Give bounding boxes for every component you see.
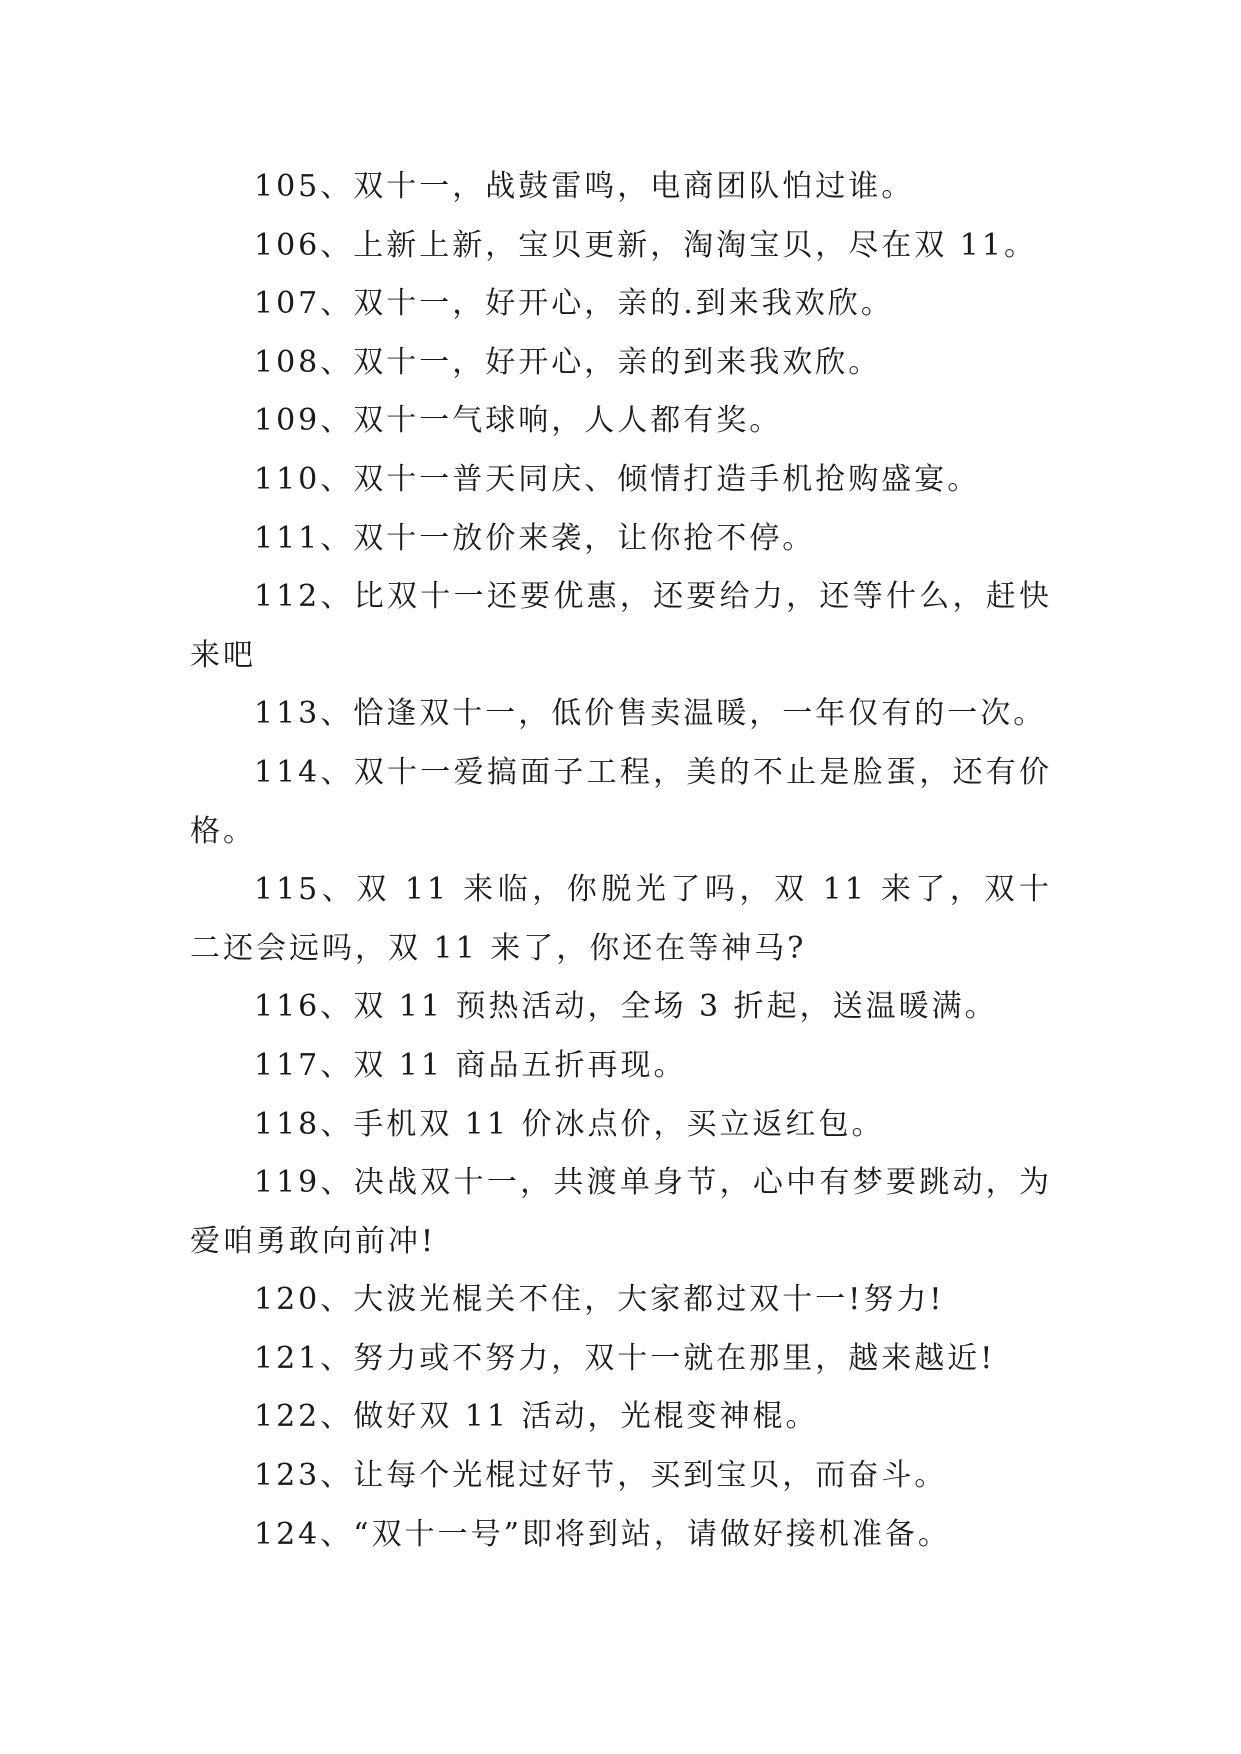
paragraph-108: 108、双十一，好开心，亲的到来我欢欣。 xyxy=(254,344,882,380)
paragraph-112: 112、比双十一还要优惠，还要给力，还等什么，赶快来吧 xyxy=(190,579,1052,673)
paragraph-114: 114、双十一爱搞面子工程，美的不止是脸蛋，还有价格。 xyxy=(190,754,1052,849)
paragraph-107: 107、双十一，好开心，亲的.到来我欢欣。 xyxy=(254,286,894,322)
paragraph-106: 106、上新上新，宝贝更新，淘淘宝贝，尽在双 11。 xyxy=(254,227,1037,263)
paragraph-110: 110、双十一普天同庆、倾情打造手机抢购盛宴。 xyxy=(254,461,981,497)
paragraph-123: 123、让每个光棍过好节，买到宝贝，而奋斗。 xyxy=(254,1458,948,1494)
paragraph-121: 121、努力或不努力，双十一就在那里，越来越近! xyxy=(254,1340,996,1376)
paragraph-120: 120、大波光棍关不住，大家都过双十一!努力! xyxy=(254,1282,945,1318)
paragraph-117: 117、双 11 商品五折再现。 xyxy=(254,1047,687,1083)
paragraph-113: 113、恰逢双十一，低价售卖温暖，一年仅有的一次。 xyxy=(254,696,1047,732)
paragraph-122: 122、做好双 11 活动，光棍变神棍。 xyxy=(254,1399,819,1435)
document-body xyxy=(190,158,1052,1564)
paragraph-116: 116、双 11 预热活动，全场 3 折起，送温暖满。 xyxy=(254,989,998,1025)
paragraph-105: 105、双十一，战鼓雷鸣，电商团队怕过谁。 xyxy=(254,169,915,204)
paragraph-109: 109、双十一气球响，人人都有奖。 xyxy=(254,403,783,439)
paragraph-119: 119、决战双十一，共渡单身节，心中有梦要跳动，为爱咱勇敢向前冲! xyxy=(190,1165,1052,1259)
paragraph-115: 115、双 11 来临，你脱光了吗，双 11 来了，双十二还会远吗，双 11 来了，你还在等神马? xyxy=(190,872,1052,966)
paragraph-124: 124、“双十一号”即将到站，请做好接机准备。 xyxy=(254,1516,951,1552)
paragraph-111: 111、双十一放价来袭，让你抢不停。 xyxy=(254,520,816,556)
paragraph-118: 118、手机双 11 价冰点价，买立返红包。 xyxy=(254,1106,885,1142)
